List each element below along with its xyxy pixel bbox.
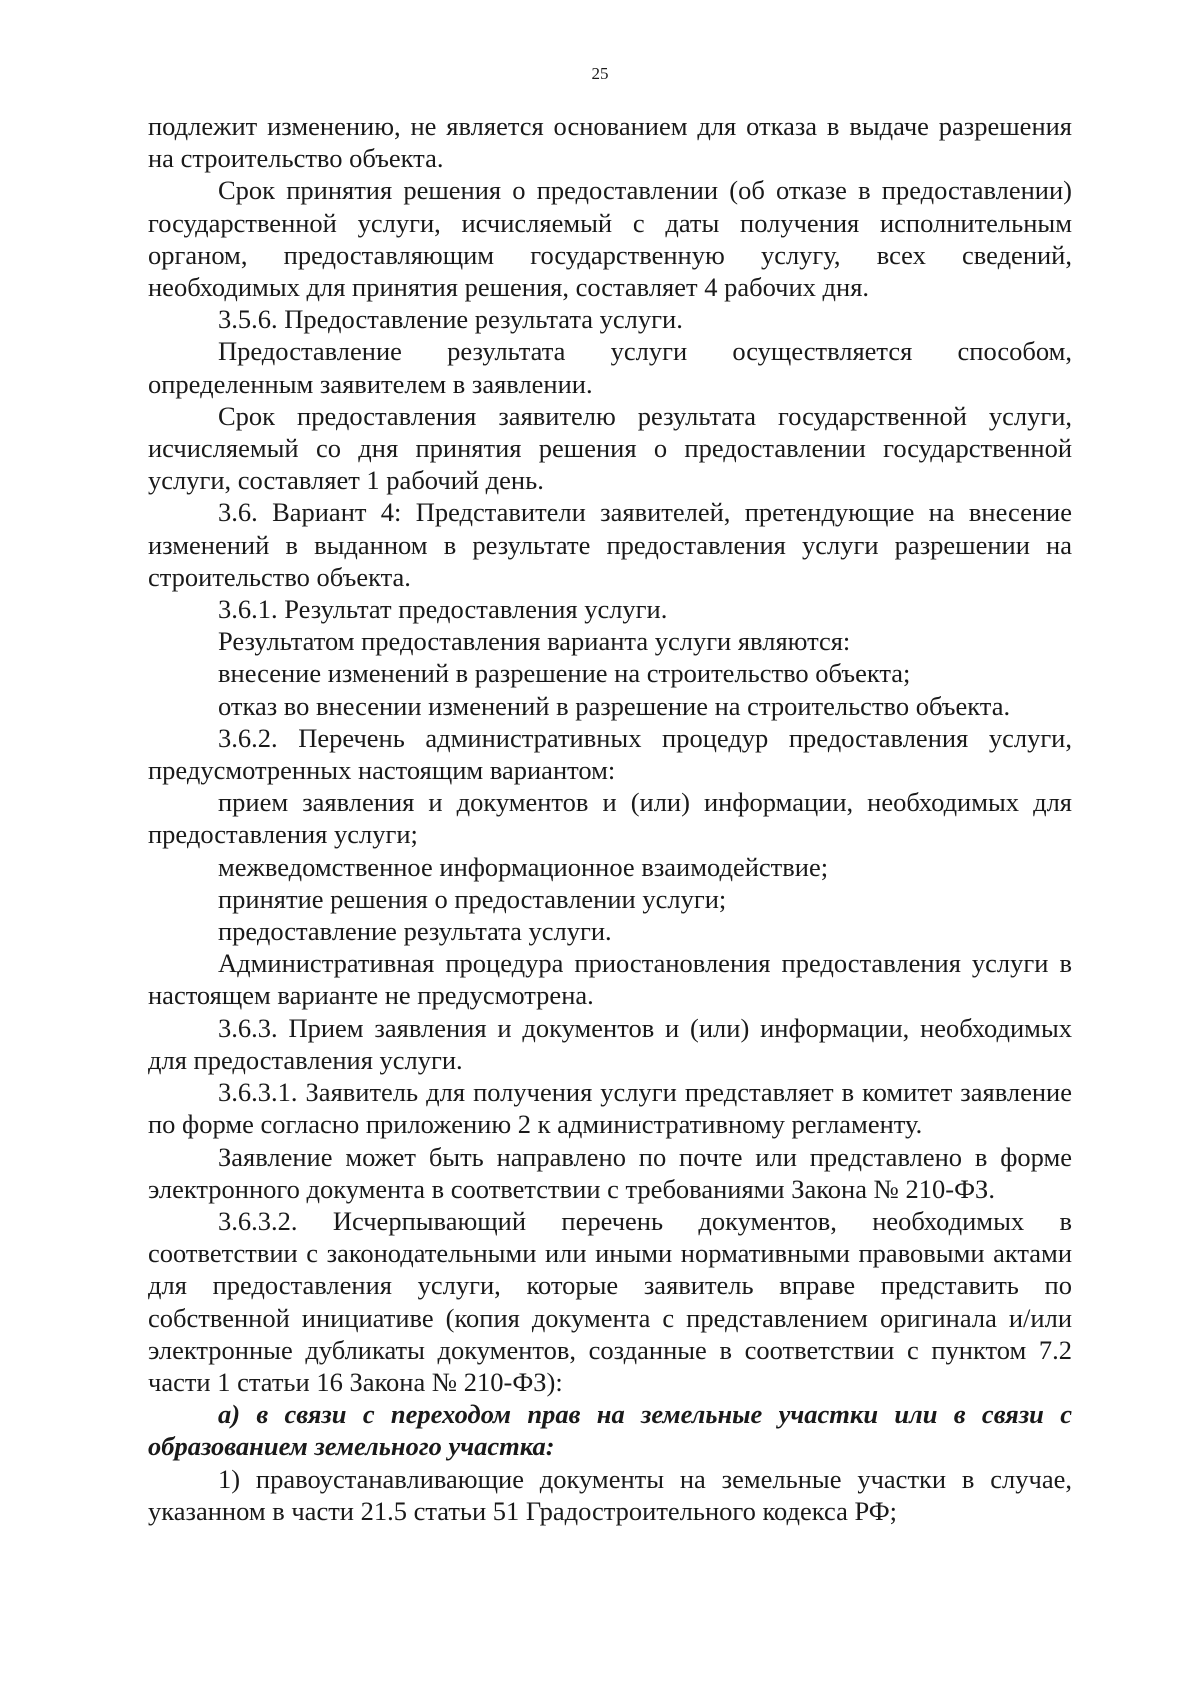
paragraph: а) в связи с переходом прав на земельные участки или в связи с образованием земельного участка: bbox=[148, 1399, 1072, 1462]
paragraph: Административная процедура приостановления предоставления услуги в настоящем варианте не предусмотрена. bbox=[148, 948, 1072, 1011]
paragraph: Результатом предоставления варианта услуги являются: bbox=[218, 626, 851, 657]
document-body bbox=[148, 110, 1072, 1527]
paragraph: 3.5.6. Предоставление результата услуги. bbox=[218, 304, 683, 335]
page-number: 25 bbox=[591, 64, 609, 83]
paragraph: прием заявления и документов и (или) информации, необходимых для предоставления услуги; bbox=[148, 787, 1072, 850]
paragraph: 3.6.3.2. Исчерпывающий перечень документов, необходимых в соответствии с законодательными или иными нормативными правовыми актами для предоставления услуги, которые заявитель вправе представить по собственной инициативе (копия документа с представлением оригинала и/или электронные дубликаты документов, созданные в соответствии с пунктом 7.2 части 1 статьи 16 Закона № 210-ФЗ): bbox=[148, 1205, 1072, 1397]
paragraph: 3.6.2. Перечень административных процедур предоставления услуги, предусмотренных настоящим вариантом: bbox=[148, 722, 1072, 786]
paragraph: внесение изменений в разрешение на строительство объекта; bbox=[218, 658, 911, 689]
paragraph: межведомственное информационное взаимодействие; bbox=[218, 851, 829, 882]
paragraph: 3.6.3.1. Заявитель для получения услуги представляет в комитет заявление по форме согласно приложению 2 к административному регламенту. bbox=[148, 1077, 1072, 1140]
paragraph: Срок принятия решения о предоставлении (об отказе в предоставлении) государственной услуги, исчисляемый с даты получения исполнительным органом, предоставляющим государственную услугу, всех сведений, необходимых для принятия решения, составляет 4 рабочих дня. bbox=[148, 175, 1072, 303]
paragraph: предоставление результата услуги. bbox=[218, 916, 612, 947]
paragraph: 1) правоустанавливающие документы на земельные участки в случае, указанном в части 21.5 статьи 51 Градостроительного кодекса РФ; bbox=[148, 1463, 1072, 1526]
paragraph: Предоставление результата услуги осуществляется способом, определенным заявителем в заявлении. bbox=[148, 336, 1072, 399]
paragraph: подлежит изменению, не является основанием для отказа в выдаче разрешения на строительство объекта. bbox=[148, 111, 1072, 174]
paragraph: 3.6. Вариант 4: Представители заявителей, претендующие на внесение изменений в выданном в результате предоставления услуги разрешении на строительство объекта. bbox=[148, 497, 1072, 592]
paragraph: принятие решения о предоставлении услуги; bbox=[218, 883, 727, 914]
paragraph: отказ во внесении изменений в разрешение на строительство объекта. bbox=[218, 690, 1011, 721]
paragraph: 3.6.3. Прием заявления и документов и (или) информации, необходимых для предоставления услуги. bbox=[148, 1012, 1072, 1075]
paragraph: Срок предоставления заявителю результата государственной услуги, исчисляемый со дня принятия решения о предоставлении государственной услуги, составляет 1 рабочий день. bbox=[148, 400, 1072, 496]
paragraph: Заявление может быть направлено по почте или представлено в форме электронного документа в соответствии с требованиями Закона № 210-ФЗ. bbox=[148, 1141, 1072, 1204]
paragraph: 3.6.1. Результат предоставления услуги. bbox=[218, 594, 668, 625]
